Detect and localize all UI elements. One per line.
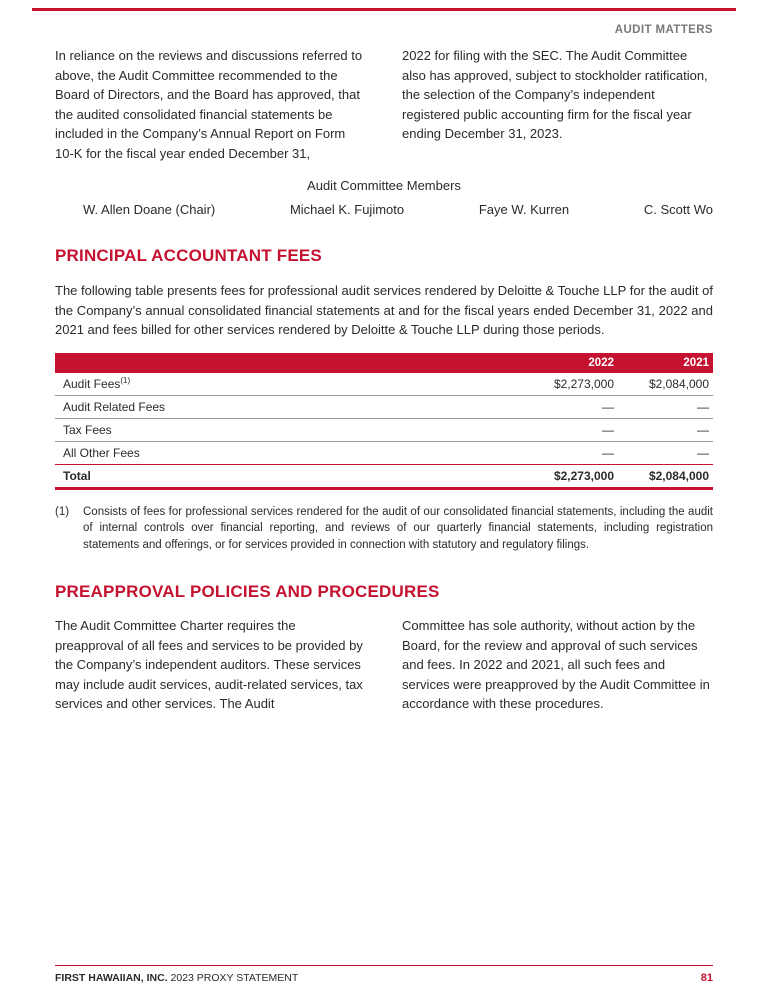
preapproval-paragraphs xyxy=(55,616,713,714)
footer-doc-title: 2023 PROXY STATEMENT xyxy=(170,972,299,984)
cell-total-2021: $2,084,000 xyxy=(618,464,713,488)
intro-column-2: 2022 for filing with the SEC. The Audit Committee also has approved, subject to stockholder ratification, the selection of the Company’s independent registered public accounting firm for the fiscal year ending December 31, 2023. xyxy=(402,48,708,141)
cell-2021: — xyxy=(618,395,713,418)
table-row-all-other-fees xyxy=(55,441,713,464)
fees-intro-paragraph: The following table presents fees for professional audit services rendered by Deloitte & Touche LLP for the audit of the Company’s annual consolidated financial statements at and for the fiscal years ended December 31, 2022 and 2021 and fees billed for other services rendered by Deloitte & Touche LLP during those periods. xyxy=(55,283,713,337)
preapproval-column-1: The Audit Committee Charter requires the preapproval of all fees and services to be provided by the Company’s independent auditors. These services may include audit services, audit-related services, tax services and other services. The Audit xyxy=(55,618,363,711)
table-row-tax-fees xyxy=(55,418,713,441)
cell-2022: $2,273,000 xyxy=(523,373,618,396)
page-footer xyxy=(55,965,713,1000)
row-label-total: Total xyxy=(55,464,523,488)
table-row-audit-related-fees xyxy=(55,395,713,418)
fees-table-header xyxy=(55,353,713,373)
committee-member: W. Allen Doane (Chair) xyxy=(83,202,216,217)
section-heading-preapproval-policies: PREAPPROVAL POLICIES AND PROCEDURES xyxy=(55,582,440,601)
section-heading-principal-accountant-fees: PRINCIPAL ACCOUNTANT FEES xyxy=(55,246,322,265)
table-row-audit-fees xyxy=(55,373,713,396)
footnote-1 xyxy=(55,504,713,554)
committee-members-row xyxy=(55,202,713,217)
column-header-blank xyxy=(55,353,523,373)
column-header-2022: 2022 xyxy=(523,353,618,373)
cell-total-2022: $2,273,000 xyxy=(523,464,618,488)
footer-company-name: FIRST HAWAIIAN, INC. xyxy=(55,972,168,984)
table-row-total xyxy=(55,464,713,488)
fees-table xyxy=(55,353,713,490)
committee-member: Michael K. Fujimoto xyxy=(289,202,405,217)
footnote-reference: (1) xyxy=(120,375,131,385)
footer-rule xyxy=(55,965,713,966)
row-label: Tax Fees xyxy=(55,418,523,441)
committee-members-title: Audit Committee Members xyxy=(307,178,461,193)
running-header: AUDIT MATTERS xyxy=(614,24,713,36)
intro-paragraphs xyxy=(55,46,713,163)
committee-member: C. Scott Wo xyxy=(643,202,713,217)
row-label: All Other Fees xyxy=(55,441,523,464)
column-header-2021: 2021 xyxy=(618,353,713,373)
page-number: 81 xyxy=(700,972,713,984)
footnote-text: Consists of fees for professional services rendered for the audit of our consolidated financial statements, including the audit of internal controls over financial reporting, and reviews of our quarterly financial statements, including registration statements and offerings, or for services provided in connection with statutory and regulatory filings. xyxy=(83,505,713,551)
footnote-marker: (1) xyxy=(55,505,70,518)
top-rule xyxy=(32,8,736,11)
cell-2021: — xyxy=(618,418,713,441)
cell-2022: — xyxy=(523,395,618,418)
preapproval-column-2: Committee has sole authority, without action by the Board, for the review and approval of such services and fees. In 2022 and 2021, all such fees and services were preapproved by the Audit Committee in accordance with these procedures. xyxy=(402,618,710,711)
footer-title xyxy=(55,972,298,984)
cell-2021: $2,084,000 xyxy=(618,373,713,396)
intro-column-1: In reliance on the reviews and discussions referred to above, the Audit Committee recommended to the Board of Directors, and the Board has approved, that the audited consolidated financial statements be included in the Company’s Annual Report on Form 10-K for the fiscal year ended December 31, xyxy=(55,48,363,161)
row-label: Audit Related Fees xyxy=(55,395,523,418)
committee-member: Faye W. Kurren xyxy=(478,202,570,217)
cell-2021: — xyxy=(618,441,713,464)
cell-2022: — xyxy=(523,441,618,464)
cell-2022: — xyxy=(523,418,618,441)
row-label: Audit Fees$^{(1)}$ xyxy=(55,373,523,396)
